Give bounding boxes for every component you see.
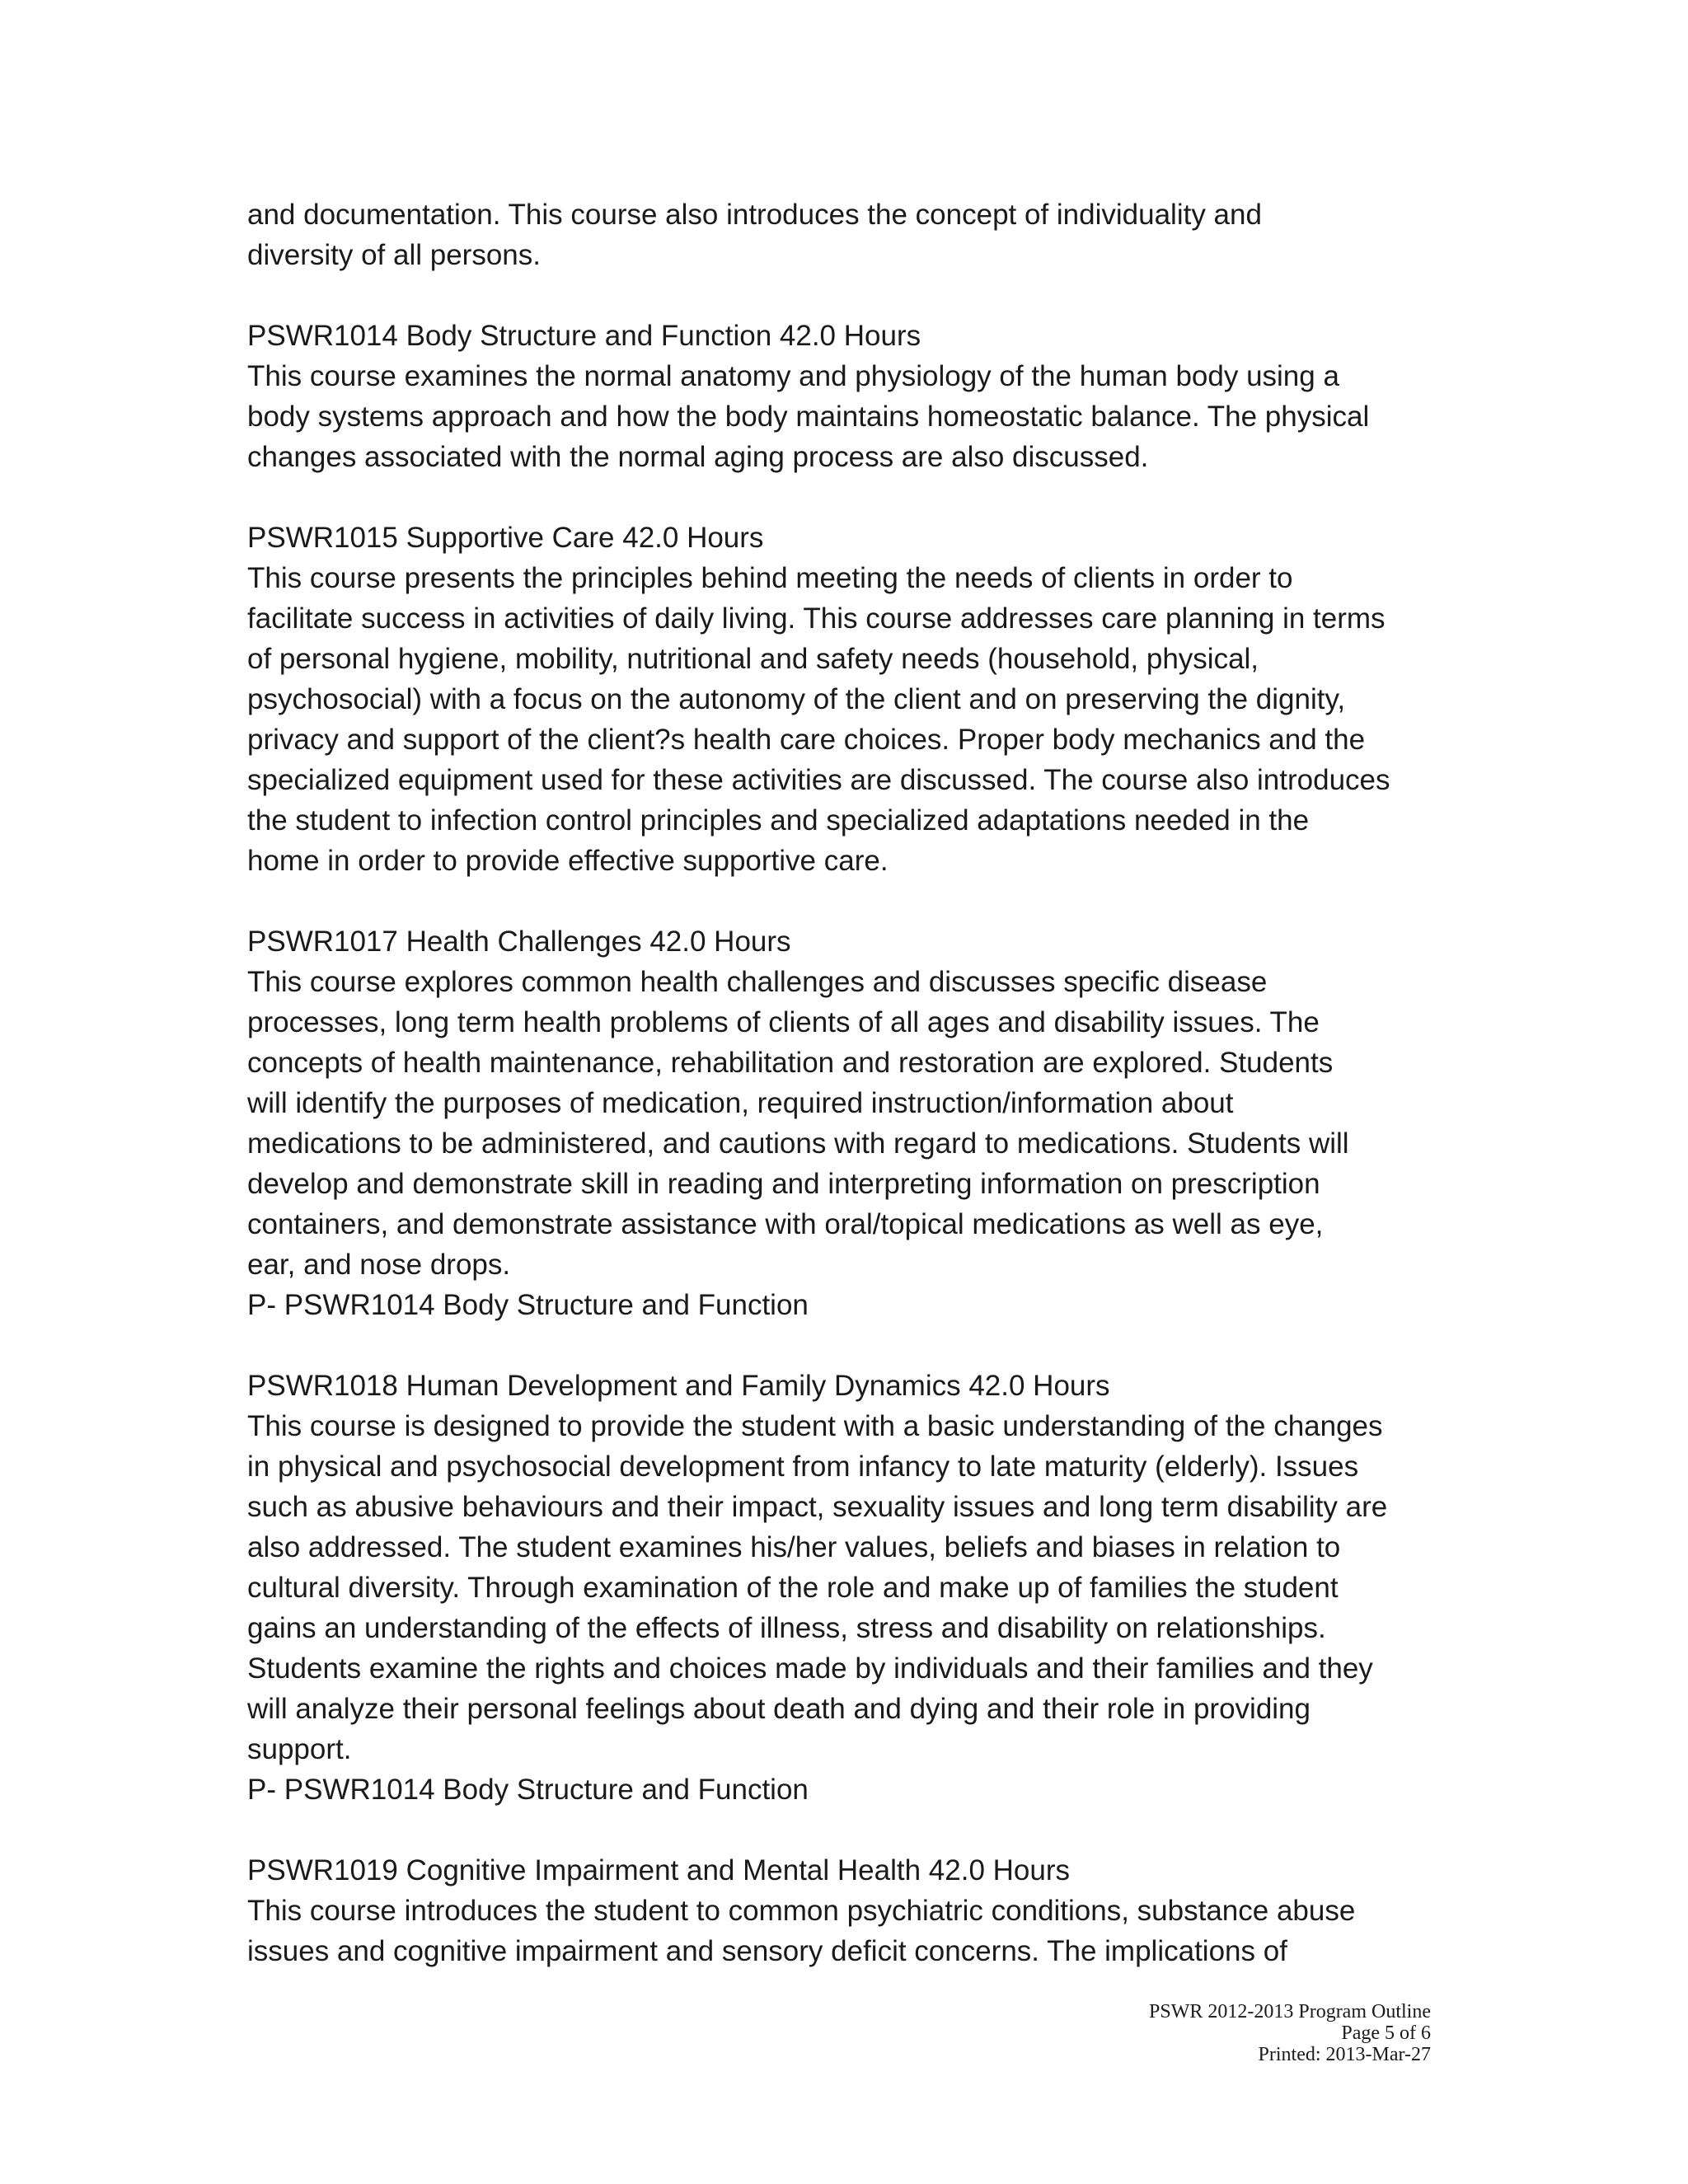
- course-line: also addressed. The student examines his/her values, beliefs and biases in relation to: [247, 1531, 1341, 1563]
- course-line: Students examine the rights and choices made by individuals and their families and they: [247, 1652, 1373, 1685]
- course-line: of personal hygiene, mobility, nutritional and safety needs (household, physical,: [247, 643, 1259, 675]
- course-line: issues and cognitive impairment and sensory deficit concerns. The implications of: [247, 1935, 1287, 1967]
- course-line: support.: [247, 1733, 352, 1765]
- course-line: ear, and nose drops.: [247, 1249, 511, 1281]
- course-line: concepts of health maintenance, rehabilitation and restoration are explored. Students: [247, 1047, 1334, 1079]
- course-pswr1019: [247, 1850, 1442, 1971]
- course-line: This course examines the normal anatomy and physiology of the human body using a: [247, 360, 1339, 392]
- course-line: will identify the purposes of medication, required instruction/information about: [247, 1087, 1234, 1119]
- course-line: processes, long term health problems of clients of all ages and disability issues. The: [247, 1006, 1320, 1038]
- paragraph-gap: [247, 275, 1442, 316]
- course-line: such as abusive behaviours and their impact, sexuality issues and long term disability are: [247, 1491, 1388, 1523]
- course-heading: PSWR1017 Health Challenges 42.0 Hours: [247, 926, 791, 958]
- course-pswr1015: [247, 518, 1442, 881]
- intro-line: diversity of all persons.: [247, 239, 541, 271]
- footer-outline-title: PSWR 2012-2013 Program Outline: [1149, 2001, 1431, 2022]
- course-line: facilitate success in activities of daily living. This course addresses care planning in terms: [247, 602, 1386, 635]
- course-line: This course introduces the student to common psychiatric conditions, substance abuse: [247, 1895, 1356, 1927]
- course-line: home in order to provide effective supportive care.: [247, 845, 889, 877]
- course-line: cultural diversity. Through examination of the role and make up of families the student: [247, 1572, 1339, 1604]
- footer-page-number: Page 5 of 6: [1341, 2022, 1431, 2044]
- intro-line: and documentation. This course also introduces the concept of individuality and: [247, 199, 1262, 231]
- paragraph-gap: [247, 1810, 1442, 1850]
- paragraph-gap: [247, 881, 1442, 921]
- course-heading: PSWR1015 Supportive Care 42.0 Hours: [247, 522, 764, 554]
- course-line: gains an understanding of the effects of illness, stress and disability on relationships.: [247, 1612, 1326, 1644]
- course-pswr1018: [247, 1366, 1442, 1810]
- footer-printed-date: Printed: 2013-Mar-27: [1258, 2044, 1431, 2065]
- course-line: containers, and demonstrate assistance with oral/topical medications as well as eye,: [247, 1208, 1324, 1240]
- course-line: medications to be administered, and cautions with regard to medications. Students will: [247, 1127, 1349, 1160]
- course-pswr1014: [247, 316, 1442, 477]
- course-line: This course is designed to provide the student with a basic understanding of the changes: [247, 1410, 1383, 1442]
- course-descriptions: [247, 194, 1442, 1971]
- course-heading: PSWR1018 Human Development and Family Dynamics 42.0 Hours: [247, 1370, 1110, 1402]
- page-footer: [1149, 2001, 1431, 2065]
- course-prerequisite: P- PSWR1014 Body Structure and Function: [247, 1289, 809, 1321]
- course-line: changes associated with the normal aging process are also discussed.: [247, 441, 1149, 473]
- course-line: This course explores common health challenges and discusses specific disease: [247, 966, 1268, 998]
- course-pswr1017: [247, 921, 1442, 1325]
- paragraph-gap: [247, 1325, 1442, 1366]
- course-line: psychosocial) with a focus on the autonomy of the client and on preserving the dignity,: [247, 683, 1346, 715]
- course-line: privacy and support of the client?s health care choices. Proper body mechanics and the: [247, 724, 1366, 756]
- intro-paragraph: [247, 194, 1442, 275]
- course-line: body systems approach and how the body maintains homeostatic balance. The physical: [247, 401, 1370, 433]
- course-line: in physical and psychosocial development from infancy to late maturity (elderly). Issues: [247, 1451, 1359, 1483]
- course-line: specialized equipment used for these activities are discussed. The course also introduces: [247, 764, 1390, 796]
- course-prerequisite: P- PSWR1014 Body Structure and Function: [247, 1774, 809, 1806]
- paragraph-gap: [247, 477, 1442, 518]
- course-line: develop and demonstrate skill in reading and interpreting information on prescription: [247, 1168, 1320, 1200]
- course-heading: PSWR1014 Body Structure and Function 42.0 Hours: [247, 320, 921, 352]
- course-line: will analyze their personal feelings about death and dying and their role in providing: [247, 1693, 1311, 1725]
- course-heading: PSWR1019 Cognitive Impairment and Mental Health 42.0 Hours: [247, 1854, 1070, 1886]
- course-line: This course presents the principles behind meeting the needs of clients in order to: [247, 562, 1293, 594]
- course-line: the student to infection control principles and specialized adaptations needed in the: [247, 804, 1310, 837]
